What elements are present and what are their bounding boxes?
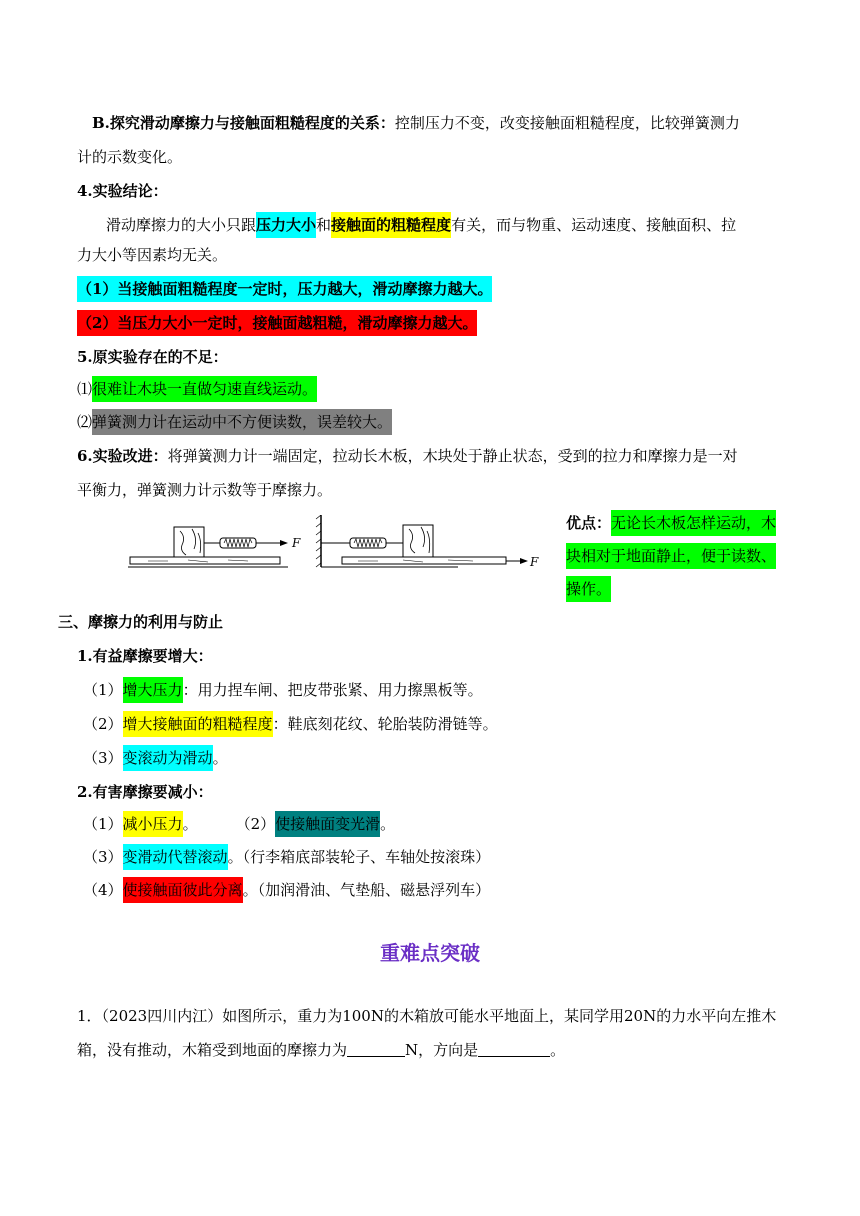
increase-item3-num: （3） bbox=[83, 749, 123, 767]
decrease-item4-highlight: 使接触面彼此分离 bbox=[123, 877, 243, 903]
section-b-text1: 控制压力不变，改变接触面粗糙程度，比较弹簧测力 bbox=[394, 114, 740, 132]
increase-item1-num: （1） bbox=[83, 681, 123, 699]
shortcoming-item1 bbox=[77, 378, 317, 400]
left-arrow bbox=[280, 540, 288, 546]
right-board bbox=[342, 557, 506, 564]
decrease-item4 bbox=[83, 879, 490, 901]
improvement-line1 bbox=[77, 445, 738, 467]
decrease-item4-text: 。（加润滑油、气垫船、磁悬浮列车） bbox=[242, 881, 491, 899]
increase-heading: 1.有益摩擦要增大： bbox=[77, 647, 213, 665]
increase-item3-text: 。 bbox=[212, 749, 228, 767]
improvement-heading: 6.实验改进： bbox=[77, 447, 168, 465]
increase-item2 bbox=[83, 713, 498, 735]
advantage-line1 bbox=[566, 512, 776, 534]
decrease-heading: 2.有害摩擦要减小： bbox=[77, 783, 213, 801]
decrease-item3-text: 。（行李箱底部装轮子、车轴处按滚珠） bbox=[227, 848, 491, 866]
advantage-label: 优点： bbox=[566, 514, 612, 532]
experiment-figure bbox=[128, 515, 548, 575]
right-apparatus bbox=[316, 515, 539, 569]
question1-text-c: 。 bbox=[550, 1041, 566, 1059]
highlight-roughness: 接触面的粗糙程度 bbox=[331, 212, 451, 238]
decrease-item2-highlight: 使接触面变光滑 bbox=[275, 811, 380, 837]
answer-blank-friction[interactable] bbox=[347, 1040, 405, 1057]
decrease-item1-text: 。 bbox=[182, 815, 198, 833]
conclusion-item1 bbox=[77, 278, 492, 300]
decrease-item1-2 bbox=[83, 813, 395, 835]
shortcomings-heading: 5.原实验存在的不足： bbox=[77, 348, 228, 366]
decrease-item3-num: （3） bbox=[83, 848, 123, 866]
increase-item1 bbox=[83, 679, 483, 701]
left-apparatus bbox=[128, 527, 301, 567]
left-block bbox=[174, 527, 204, 557]
advantage-text2: 块相对于地面静止，便于读数、 bbox=[566, 543, 776, 569]
advantage-text1: 无论长木板怎样运动，木 bbox=[611, 510, 776, 536]
conclusion-text-a: 滑动摩擦力的大小只跟 bbox=[106, 216, 257, 234]
question1-text-b: N，方向是 bbox=[405, 1041, 479, 1059]
increase-item1-text: ：用力捏车闸、把皮带张紧、用力擦黑板等。 bbox=[182, 681, 483, 699]
shortcoming-item2-num: ⑵ bbox=[77, 413, 93, 431]
improvement-text2: 平衡力，弹簧测力计示数等于摩擦力。 bbox=[77, 481, 333, 499]
advantage-line2 bbox=[566, 545, 776, 567]
decrease-item1-num: （1） bbox=[83, 815, 123, 833]
right-block bbox=[403, 525, 433, 557]
conclusion-text-c: 有关，而与物重、运动速度、接触面积、拉 bbox=[451, 216, 737, 234]
increase-item2-text: ：鞋底刻花纹、轮胎装防滑链等。 bbox=[272, 715, 498, 733]
right-force-label: F bbox=[530, 555, 539, 569]
question1-text-a: 箱，没有推动，木箱受到地面的摩擦力为 bbox=[77, 1041, 348, 1059]
advantage-line3 bbox=[566, 578, 611, 600]
conclusion-item2-text: （2）当压力大小一定时，接触面越粗糙，滑动摩擦力越大。 bbox=[77, 310, 477, 336]
section-b-text2: 计的示数变化。 bbox=[77, 148, 183, 166]
shortcoming-item1-num: ⑴ bbox=[77, 380, 93, 398]
shortcoming-item2 bbox=[77, 411, 392, 433]
decrease-item3 bbox=[83, 846, 490, 868]
decrease-item1-highlight: 减小压力 bbox=[123, 811, 183, 837]
question1-line2 bbox=[77, 1039, 565, 1061]
decrease-item2-text: 。 bbox=[380, 815, 396, 833]
key-points-heading: 重难点突破 bbox=[380, 941, 480, 965]
conclusion-item1-text: （1）当接触面粗糙程度一定时，压力越大，滑动摩擦力越大。 bbox=[77, 276, 492, 302]
shortcoming-item2-text: 弹簧测力计在运动中不方便读数，误差较大。 bbox=[92, 409, 392, 435]
question1-line1: 1．（2023四川内江）如图所示，重力为100N的木箱放可能水平地面上，某同学用20N的力水平向左推木 bbox=[77, 1007, 777, 1025]
left-force-label: F bbox=[292, 536, 301, 550]
advantage-text3: 操作。 bbox=[566, 576, 611, 602]
conclusion-text-b: 和 bbox=[316, 216, 332, 234]
shortcoming-item1-text: 很难让木块一直做匀速直线运动。 bbox=[92, 376, 317, 402]
answer-blank-direction[interactable] bbox=[478, 1040, 550, 1057]
left-board bbox=[130, 557, 280, 564]
decrease-item3-highlight: 变滑动代替滚动 bbox=[123, 844, 228, 870]
section-b-line1 bbox=[92, 112, 740, 134]
conclusion-para-line2: 力大小等因素均无关。 bbox=[77, 246, 228, 264]
increase-item1-highlight: 增大压力 bbox=[123, 677, 183, 703]
improvement-text1: 将弹簧测力计一端固定，拉动长木板，木块处于静止状态，受到的拉力和摩擦力是一对 bbox=[167, 447, 738, 465]
decrease-item2-num: （2） bbox=[235, 815, 276, 833]
conclusion-heading: 4.实验结论： bbox=[77, 182, 168, 200]
conclusion-para-line1 bbox=[106, 214, 736, 236]
section-b-label: B.探究滑动摩擦力与接触面粗糙程度的关系： bbox=[92, 114, 395, 132]
right-arrow bbox=[520, 558, 528, 564]
increase-item3-highlight: 变滚动为滑动 bbox=[123, 745, 213, 771]
conclusion-item2 bbox=[77, 312, 477, 334]
highlight-pressure: 压力大小 bbox=[256, 212, 316, 238]
increase-item2-highlight: 增大接触面的粗糙程度 bbox=[123, 711, 273, 737]
increase-item2-num: （2） bbox=[83, 715, 123, 733]
decrease-item4-num: （4） bbox=[83, 881, 123, 899]
section3-heading: 三、摩擦力的利用与防止 bbox=[58, 613, 224, 631]
increase-item3 bbox=[83, 747, 228, 769]
